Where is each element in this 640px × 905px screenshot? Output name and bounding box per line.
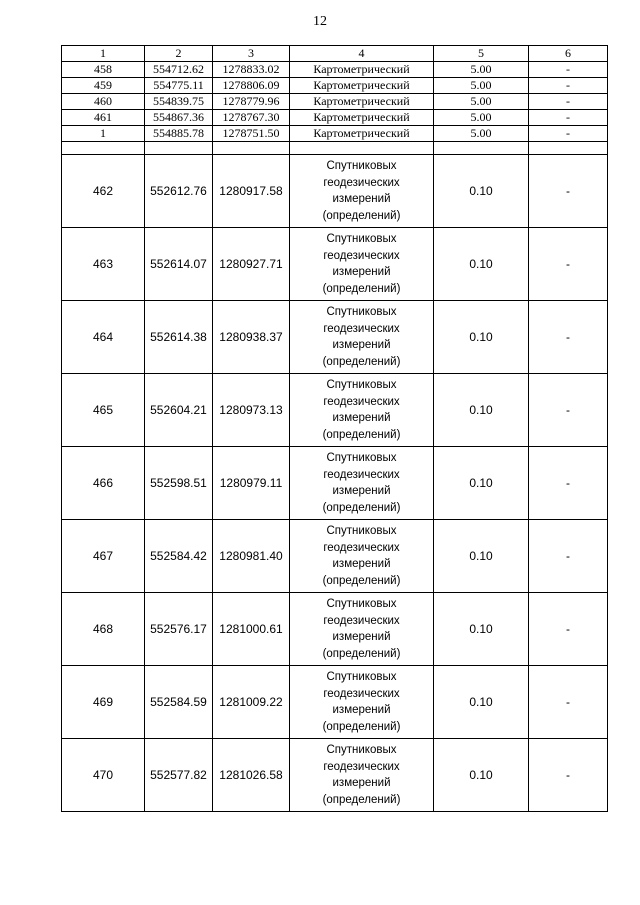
accuracy-cell: 5.00 bbox=[434, 110, 529, 126]
method-line: измерений bbox=[332, 558, 391, 570]
table-row bbox=[62, 78, 608, 94]
y-coordinate-cell: 1278806.09 bbox=[213, 78, 290, 94]
note-cell: - bbox=[529, 110, 608, 126]
method-cell bbox=[290, 155, 434, 228]
method-cell: Картометрический bbox=[290, 126, 434, 142]
x-coordinate-cell: 552577.82 bbox=[145, 739, 213, 812]
method-cell bbox=[290, 593, 434, 666]
accuracy-cell: 0.10 bbox=[434, 520, 529, 593]
method-cell bbox=[290, 739, 434, 812]
method-line: измерений bbox=[332, 631, 391, 643]
header-cell: 4 bbox=[290, 46, 434, 62]
coordinates-table bbox=[61, 45, 608, 812]
accuracy-cell: 5.00 bbox=[434, 126, 529, 142]
note-cell: - bbox=[529, 593, 608, 666]
method-line: (определений) bbox=[322, 209, 401, 222]
header-cell: 5 bbox=[434, 46, 529, 62]
accuracy-cell: 0.10 bbox=[434, 447, 529, 520]
method-line: Спутниковых bbox=[326, 160, 397, 172]
point-number-cell: 1 bbox=[62, 126, 145, 142]
empty-cell bbox=[62, 142, 145, 155]
note-cell: - bbox=[529, 301, 608, 374]
table-row bbox=[62, 94, 608, 110]
table-row bbox=[62, 155, 608, 228]
note-cell: - bbox=[529, 155, 608, 228]
method-line: геодезических bbox=[323, 249, 400, 262]
x-coordinate-cell: 554712.62 bbox=[145, 62, 213, 78]
x-coordinate-cell: 554775.11 bbox=[145, 78, 213, 94]
y-coordinate-cell: 1280981.40 bbox=[213, 520, 290, 593]
method-line: (определений) bbox=[322, 647, 401, 660]
method-line: геодезических bbox=[323, 541, 400, 554]
x-coordinate-cell: 554867.36 bbox=[145, 110, 213, 126]
table-body bbox=[62, 46, 608, 812]
point-number-cell: 466 bbox=[62, 447, 145, 520]
empty-cell bbox=[213, 142, 290, 155]
method-cell bbox=[290, 447, 434, 520]
table-row bbox=[62, 228, 608, 301]
point-number-cell: 469 bbox=[62, 666, 145, 739]
method-line: (определений) bbox=[322, 574, 401, 587]
method-line: Спутниковых bbox=[326, 379, 397, 391]
y-coordinate-cell: 1278779.96 bbox=[213, 94, 290, 110]
method-line: измерений bbox=[332, 777, 391, 789]
method-cell bbox=[290, 374, 434, 447]
method-line: измерений bbox=[332, 412, 391, 424]
header-cell: 3 bbox=[213, 46, 290, 62]
x-coordinate-cell: 552598.51 bbox=[145, 447, 213, 520]
point-number-cell: 465 bbox=[62, 374, 145, 447]
method-line: измерений bbox=[332, 485, 391, 497]
method-line: Спутниковых bbox=[326, 452, 397, 464]
table-row bbox=[62, 447, 608, 520]
y-coordinate-cell: 1281026.58 bbox=[213, 739, 290, 812]
method-cell bbox=[290, 228, 434, 301]
x-coordinate-cell: 552576.17 bbox=[145, 593, 213, 666]
accuracy-cell: 0.10 bbox=[434, 228, 529, 301]
method-line: геодезических bbox=[323, 468, 400, 481]
x-coordinate-cell: 552612.76 bbox=[145, 155, 213, 228]
note-cell: - bbox=[529, 374, 608, 447]
method-line: измерений bbox=[332, 704, 391, 716]
method-line: Спутниковых bbox=[326, 306, 397, 318]
table-spacer-row bbox=[62, 142, 608, 155]
table-row bbox=[62, 666, 608, 739]
method-cell: Картометрический bbox=[290, 94, 434, 110]
y-coordinate-cell: 1280938.37 bbox=[213, 301, 290, 374]
accuracy-cell: 0.10 bbox=[434, 739, 529, 812]
header-cell: 6 bbox=[529, 46, 608, 62]
note-cell: - bbox=[529, 447, 608, 520]
accuracy-cell: 5.00 bbox=[434, 62, 529, 78]
x-coordinate-cell: 552604.21 bbox=[145, 374, 213, 447]
x-coordinate-cell: 554885.78 bbox=[145, 126, 213, 142]
table-row bbox=[62, 739, 608, 812]
x-coordinate-cell: 552584.59 bbox=[145, 666, 213, 739]
empty-cell bbox=[145, 142, 213, 155]
point-number-cell: 462 bbox=[62, 155, 145, 228]
method-line: (определений) bbox=[322, 355, 401, 368]
note-cell: - bbox=[529, 666, 608, 739]
x-coordinate-cell: 552614.38 bbox=[145, 301, 213, 374]
accuracy-cell: 0.10 bbox=[434, 155, 529, 228]
note-cell: - bbox=[529, 520, 608, 593]
method-line: геодезических bbox=[323, 687, 400, 700]
method-cell: Картометрический bbox=[290, 110, 434, 126]
note-cell: - bbox=[529, 228, 608, 301]
table-row bbox=[62, 593, 608, 666]
empty-cell bbox=[529, 142, 608, 155]
x-coordinate-cell: 554839.75 bbox=[145, 94, 213, 110]
x-coordinate-cell: 552614.07 bbox=[145, 228, 213, 301]
accuracy-cell: 5.00 bbox=[434, 94, 529, 110]
method-line: Спутниковых bbox=[326, 525, 397, 537]
accuracy-cell: 0.10 bbox=[434, 666, 529, 739]
empty-cell bbox=[434, 142, 529, 155]
point-number-cell: 464 bbox=[62, 301, 145, 374]
point-number-cell: 460 bbox=[62, 94, 145, 110]
method-cell bbox=[290, 520, 434, 593]
y-coordinate-cell: 1280973.13 bbox=[213, 374, 290, 447]
method-line: (определений) bbox=[322, 501, 401, 514]
y-coordinate-cell: 1278767.30 bbox=[213, 110, 290, 126]
point-number-cell: 458 bbox=[62, 62, 145, 78]
y-coordinate-cell: 1281000.61 bbox=[213, 593, 290, 666]
note-cell: - bbox=[529, 739, 608, 812]
point-number-cell: 463 bbox=[62, 228, 145, 301]
method-line: (определений) bbox=[322, 793, 401, 806]
y-coordinate-cell: 1278751.50 bbox=[213, 126, 290, 142]
method-line: (определений) bbox=[322, 428, 401, 441]
accuracy-cell: 0.10 bbox=[434, 593, 529, 666]
x-coordinate-cell: 552584.42 bbox=[145, 520, 213, 593]
accuracy-cell: 0.10 bbox=[434, 374, 529, 447]
accuracy-cell: 0.10 bbox=[434, 301, 529, 374]
note-cell: - bbox=[529, 78, 608, 94]
y-coordinate-cell: 1281009.22 bbox=[213, 666, 290, 739]
method-line: Спутниковых bbox=[326, 233, 397, 245]
method-line: Спутниковых bbox=[326, 671, 397, 683]
page-number: 12 bbox=[313, 14, 327, 29]
y-coordinate-cell: 1280917.58 bbox=[213, 155, 290, 228]
table-header-row bbox=[62, 46, 608, 62]
point-number-cell: 459 bbox=[62, 78, 145, 94]
note-cell: - bbox=[529, 94, 608, 110]
method-line: измерений bbox=[332, 266, 391, 278]
method-line: геодезических bbox=[323, 760, 400, 773]
method-cell bbox=[290, 301, 434, 374]
method-line: (определений) bbox=[322, 282, 401, 295]
method-line: измерений bbox=[332, 193, 391, 205]
point-number-cell: 467 bbox=[62, 520, 145, 593]
note-cell: - bbox=[529, 126, 608, 142]
table-row bbox=[62, 126, 608, 142]
table-row bbox=[62, 374, 608, 447]
table-row bbox=[62, 62, 608, 78]
method-line: геодезических bbox=[323, 395, 400, 408]
accuracy-cell: 5.00 bbox=[434, 78, 529, 94]
method-line: геодезических bbox=[323, 176, 400, 189]
method-line: геодезических bbox=[323, 322, 400, 335]
point-number-cell: 468 bbox=[62, 593, 145, 666]
empty-cell bbox=[290, 142, 434, 155]
method-cell bbox=[290, 666, 434, 739]
method-line: (определений) bbox=[322, 720, 401, 733]
method-line: Спутниковых bbox=[326, 744, 397, 756]
header-cell: 1 bbox=[62, 46, 145, 62]
note-cell: - bbox=[529, 62, 608, 78]
method-cell: Картометрический bbox=[290, 62, 434, 78]
header-cell: 2 bbox=[145, 46, 213, 62]
point-number-cell: 470 bbox=[62, 739, 145, 812]
y-coordinate-cell: 1280927.71 bbox=[213, 228, 290, 301]
method-cell: Картометрический bbox=[290, 78, 434, 94]
method-line: геодезических bbox=[323, 614, 400, 627]
table-row bbox=[62, 110, 608, 126]
table-row bbox=[62, 301, 608, 374]
method-line: измерений bbox=[332, 339, 391, 351]
table-row bbox=[62, 520, 608, 593]
y-coordinate-cell: 1278833.02 bbox=[213, 62, 290, 78]
method-line: Спутниковых bbox=[326, 598, 397, 610]
y-coordinate-cell: 1280979.11 bbox=[213, 447, 290, 520]
point-number-cell: 461 bbox=[62, 110, 145, 126]
